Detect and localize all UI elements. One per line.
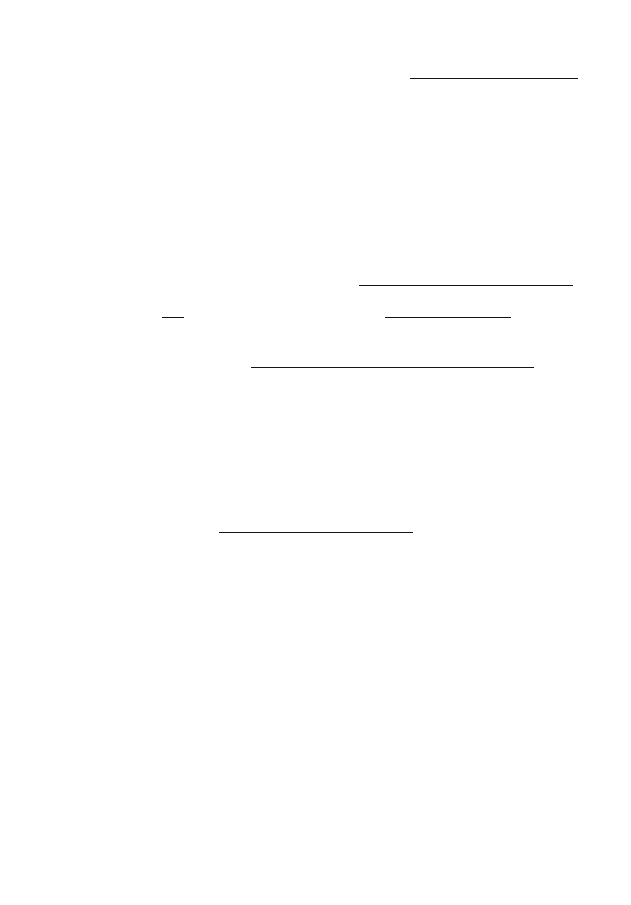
- period-blank-line: [385, 303, 511, 318]
- day-blank-line: [162, 303, 184, 318]
- municipality-blank-line: [251, 353, 534, 368]
- requirements-blank-line: [410, 64, 578, 79]
- submission-blank-line: [219, 518, 413, 533]
- report-recipient-blank-line: [359, 271, 573, 286]
